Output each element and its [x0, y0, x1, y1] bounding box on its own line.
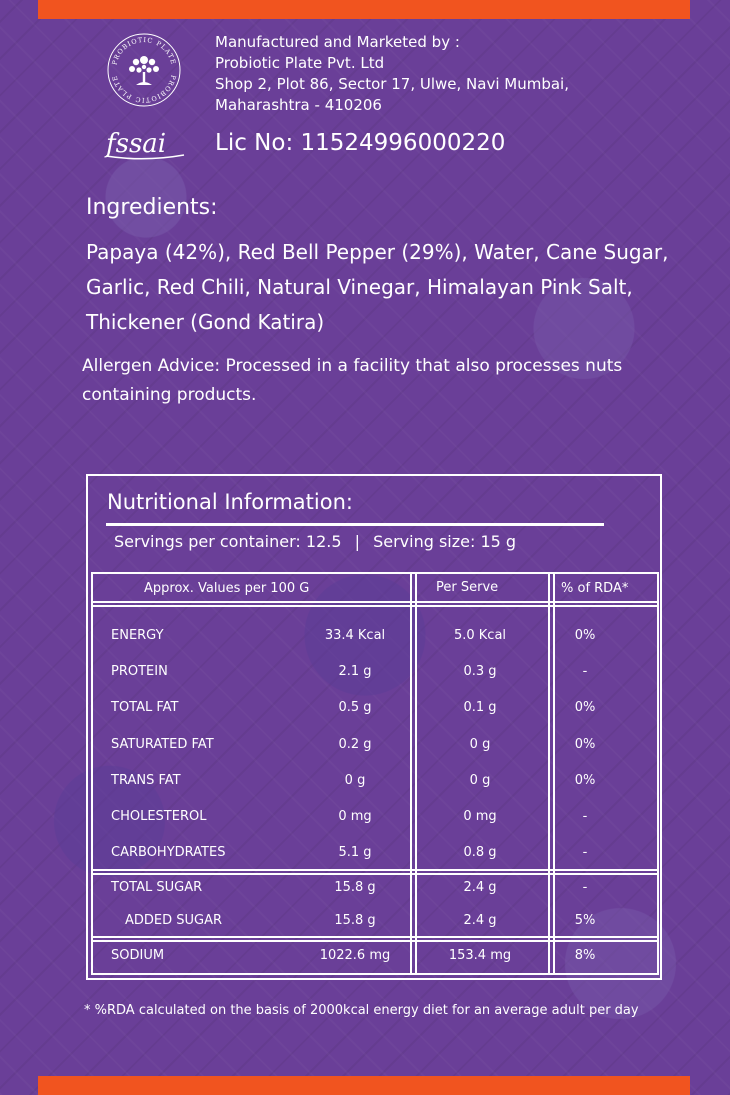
top-accent-bar [38, 0, 690, 19]
nutrient-name: SATURATED FAT [111, 737, 214, 752]
fssai-logo [104, 126, 188, 162]
header-per-serve: Per Serve [436, 580, 499, 595]
nutrient-value-per-serve: 0 mg [463, 809, 497, 824]
probiotic-plate-logo [106, 32, 182, 108]
row-group-divider [91, 936, 659, 938]
servings-info [110, 532, 520, 551]
nutrient-rda: 5% [574, 913, 596, 928]
nutrient-value-per-serve: 0.8 g [463, 845, 497, 860]
nutrient-value-per-serve: 2.4 g [463, 913, 497, 928]
rda-footnote: * %RDA calculated on the basis of 2000kcal energy diet for an average adult per day [84, 1003, 639, 1018]
nutrient-rda: - [582, 664, 588, 679]
nutrient-value-per-serve: 2.4 g [463, 880, 497, 895]
nutrient-rda: - [582, 845, 588, 860]
nutrient-name: SODIUM [111, 948, 165, 963]
nutrient-value-per-100g: 5.1 g [338, 845, 372, 860]
row-group-divider [91, 869, 659, 871]
manufacturer-state: Maharashtra - 410206 [215, 96, 382, 114]
nutrient-name: TRANS FAT [111, 773, 181, 788]
nutrition-title-underline [106, 523, 604, 526]
nutrient-value-per-100g: 0.5 g [338, 700, 372, 715]
nutrient-value-per-100g: 15.8 g [334, 880, 376, 895]
nutrient-value-per-serve: 0.1 g [463, 700, 497, 715]
nutrient-name: ENERGY [111, 628, 164, 643]
nutrient-name: CARBOHYDRATES [111, 845, 226, 860]
nutrient-value-per-serve: 153.4 mg [448, 948, 512, 963]
nutrient-value-per-100g: 2.1 g [338, 664, 372, 679]
nutrient-value-per-100g: 15.8 g [334, 913, 376, 928]
nutrient-rda: 0% [574, 773, 596, 788]
servings-separator: | [354, 532, 360, 551]
nutrient-value-per-100g: 33.4 Kcal [324, 628, 386, 643]
row-group-divider [91, 940, 659, 942]
nutrient-rda: 8% [574, 948, 596, 963]
nutrient-value-per-100g: 1022.6 mg [319, 948, 391, 963]
nutrient-name: CHOLESTEROL [111, 809, 207, 824]
nutrient-value-per-100g: 0.2 g [338, 737, 372, 752]
manufacturer-address: Shop 2, Plot 86, Sector 17, Ulwe, Navi Mumbai, [215, 75, 569, 93]
svg-text:PROBIOTIC PLATE: PROBIOTIC PLATE [110, 74, 178, 105]
nutrient-rda: - [582, 880, 588, 895]
header-divider [91, 601, 659, 603]
header-divider [91, 605, 659, 607]
nutrient-name: PROTEIN [111, 664, 168, 679]
column-divider [548, 572, 550, 975]
nutrient-value-per-serve: 5.0 Kcal [453, 628, 507, 643]
license-number: Lic No: 11524996000220 [215, 130, 506, 156]
svg-text:PROBIOTIC PLATE: PROBIOTIC PLATE [110, 35, 178, 66]
nutrient-value-per-100g: 0 mg [338, 809, 372, 824]
nutrient-value-per-serve: 0 g [469, 737, 491, 752]
row-group-divider [91, 873, 659, 875]
column-divider [410, 572, 412, 975]
nutrient-name: ADDED SUGAR [125, 913, 223, 928]
manufacturer-name: Probiotic Plate Pvt. Ltd [215, 54, 385, 72]
bottom-accent-bar [38, 1076, 690, 1095]
servings-per-container: Servings per container: 12.5 [114, 532, 342, 551]
svg-text:fssai: fssai [106, 129, 167, 159]
allergen-advice: Allergen Advice: Processed in a facility that also processes nuts containing products. [82, 356, 623, 405]
nutrient-rda: 0% [574, 628, 596, 643]
header-rda: % of RDA* [561, 581, 629, 596]
manufacturer-line: Manufactured and Marketed by : [215, 33, 460, 51]
nutrient-rda: 0% [574, 700, 596, 715]
ingredients-title: Ingredients: [86, 195, 218, 220]
manufacturer-info [215, 32, 569, 116]
nutrient-value-per-serve: 0.3 g [463, 664, 497, 679]
nutrient-value-per-serve: 0 g [469, 773, 491, 788]
nutrient-rda: - [582, 809, 588, 824]
nutrition-title: Nutritional Information: [107, 490, 353, 514]
nutrient-rda: 0% [574, 737, 596, 752]
header-per-100g: Approx. Values per 100 G [144, 581, 310, 596]
ingredients-text: Papaya (42%), Red Bell Pepper (29%), Water, Cane Sugar, Garlic, Red Chili, Natural Vinegar, Himalayan Pink Salt, Thickener (Gond Katira) [86, 240, 669, 334]
nutrient-value-per-100g: 0 g [344, 773, 366, 788]
column-divider [553, 572, 555, 975]
nutrient-name: TOTAL FAT [111, 700, 179, 715]
column-divider [415, 572, 417, 975]
nutrient-name: TOTAL SUGAR [111, 880, 203, 895]
serving-size: Serving size: 15 g [373, 532, 517, 551]
